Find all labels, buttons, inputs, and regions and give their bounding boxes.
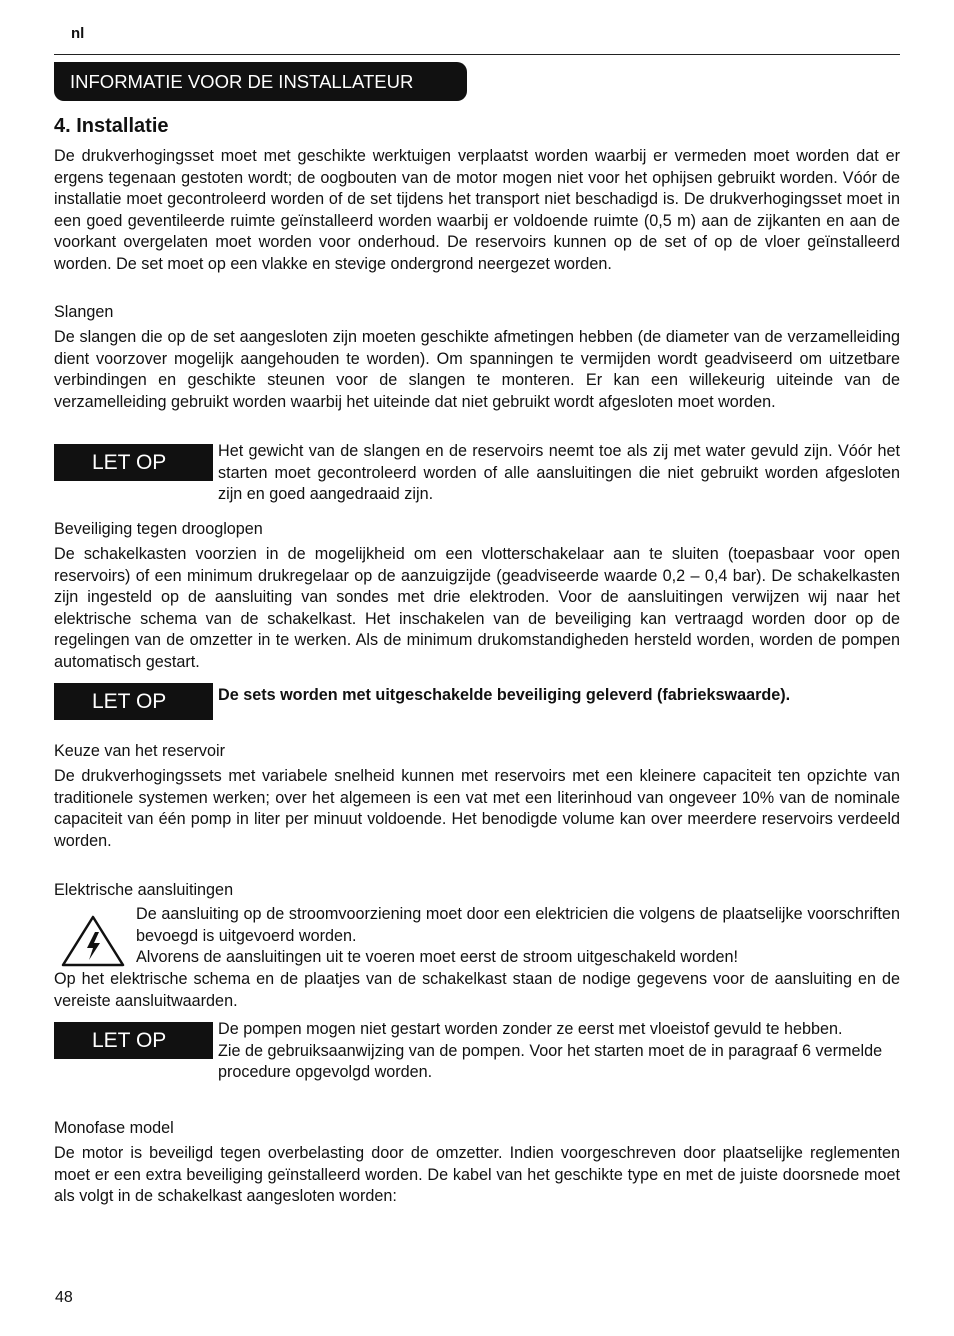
let-op-badge: LET OP bbox=[54, 444, 213, 481]
language-code: nl bbox=[71, 25, 85, 42]
slangen-note: Het gewicht van de slangen en de reservoirs neemt toe als zij met water gevuld zijn. Vóór het starten moet gecontroleerd worden of alle aansluitingen die niet gebruikt worden afgesloten zijn en goed aangedraaid zijn. bbox=[218, 442, 900, 504]
elektrisch-note-line-2: Zie de gebruiksaanwijzing van de pompen. Voor het starten moet de in paragraaf 6 vermelde procedure opgevolgd worden. bbox=[218, 1041, 883, 1082]
slangen-paragraph: De slangen die op de set aangesloten zijn moeten geschikte afmetingen hebben (de diameter van de verzamelleiding dient voorzover mogelijk aangehouden te worden). Om spanningen te vermijden wordt geadviseerd om uitzetbare verbindingen en geschikte steunen voor de slangen te monteren. Er kan een willekeurig uiteinde van de verzamelleiding gebruikt worden waarbij het uiteinde dat niet gebruikt wordt afgesloten moet worden. bbox=[54, 328, 900, 411]
elektrisch-note-line-1: De pompen mogen niet gestart worden zonder ze eerst met vloeistof gevuld te hebben. bbox=[218, 1020, 843, 1038]
subheading-elektrisch: Elektrische aansluitingen bbox=[54, 881, 234, 899]
header-rule bbox=[54, 54, 900, 55]
subheading-slangen: Slangen bbox=[54, 303, 114, 321]
subheading-monofase: Monofase model bbox=[54, 1119, 174, 1137]
subheading-drooglopen: Beveiliging tegen drooglopen bbox=[54, 520, 263, 538]
reservoir-paragraph: De drukverhogingssets met variabele snelheid kunnen met reservoirs met een kleinere capaciteit ten opzichte van traditionele systemen werken; over het algemeen is een vat met een literinhoud van ongeveer 10% van de nominale capaciteit van één pomp in liter per minuut voldoende. Het benodigde volume kan over meerdere reservoirs verdeeld worden. bbox=[54, 767, 900, 850]
elektrisch-note bbox=[218, 1019, 900, 1084]
elektrisch-paragraph: Op het elektrische schema en de plaatjes van de schakelkast staan de nodige gegevens voor de aansluiting en de vereiste aansluitwaarden. bbox=[54, 970, 900, 1010]
monofase-paragraph: De motor is beveiligd tegen overbelasting door de omzetter. Indien voorgeschreven door plaatselijke reglementen moet er een extra beveiliging geïnstalleerd worden. De kabel van het geschikte type en met de juiste doorsnede moet als volgt in de schakelkast aangesloten worden: bbox=[54, 1144, 900, 1206]
high-voltage-warning-icon bbox=[59, 912, 127, 968]
section-title: 4. Installatie bbox=[54, 115, 169, 137]
section-banner: INFORMATIE VOOR DE INSTALLATEUR bbox=[54, 62, 467, 101]
let-op-badge: LET OP bbox=[54, 1022, 213, 1059]
intro-paragraph: De drukverhogingsset moet met geschikte werktuigen verplaatst worden waarbij er vermeden moet worden dat er ergens tegenaan gestoten wordt; de oogbouten van de motor mogen niet voor het ophijsen gebruikt worden. Vóór de installatie moet gecontroleerd worden of de set tijdens het transport niet beschadigd is. De drukverhogingsset moet in een goed geventileerde ruimte geïnstalleerd worden waarbij er voldoende ruimte (0,5 m) aan de zijkanten en aan de voorkant overgelaten moet worden voor onderhoud. De reservoirs kunnen op de set of op de vloer geïnstalleerd worden. De set moet op een vlakke en stevige ondergrond neergezet worden. bbox=[54, 147, 900, 273]
electrical-warning-text: De aansluiting op de stroomvoorziening moet door een elektricien die volgens de plaatselijke voorschriften bevoegd is uitgevoerd worden. bbox=[136, 905, 900, 945]
electrical-warning-text-2: Alvorens de aansluitingen uit te voeren moet eerst de stroom uitgeschakeld worden! bbox=[136, 948, 738, 966]
let-op-badge: LET OP bbox=[54, 683, 213, 720]
drooglopen-note: De sets worden met uitgeschakelde beveiliging geleverd (fabriekswaarde). bbox=[218, 686, 791, 704]
subheading-reservoir: Keuze van het reservoir bbox=[54, 742, 225, 760]
page-number: 48 bbox=[55, 1289, 73, 1306]
drooglopen-paragraph: De schakelkasten voorzien in de mogelijkheid om een vlotterschakelaar aan te sluiten (toepasbaar voor open reservoirs) of een minimum drukregelaar op de aanzuigzijde (geadviseerde waarde 0,2 – 0,4 bar). De schakelkasten zijn ingesteld op de aansluiting van sondes met drie elektroden. Voor de aansluitingen verwijzen wij naar het elektrische schema van de schakelkast. Het inschakelen van de beveiliging kan vertraagd worden door op de regelingen van de omzetter in te werken. Als de minimum drukomstandigheden hersteld worden, worden de pompen automatisch gestart. bbox=[54, 545, 900, 671]
